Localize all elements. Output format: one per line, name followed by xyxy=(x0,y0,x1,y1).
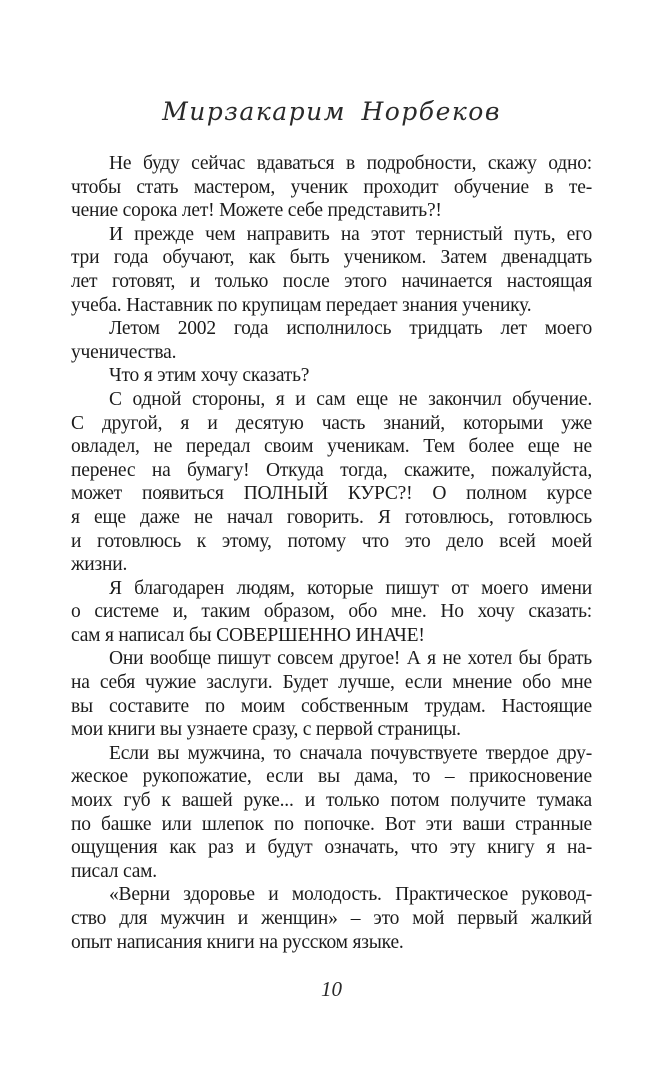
paragraph xyxy=(71,742,592,884)
paragraph xyxy=(71,647,592,741)
text-line: может появиться ПОЛНЫЙ КУРС?! О полном курсе xyxy=(71,483,592,505)
text-line: моих губ к вашей руке... и только потом получите тумака xyxy=(71,790,592,812)
text-line: и готовлюсь к этому, потому что это дело всей моей xyxy=(71,530,592,552)
page-number: 10 xyxy=(321,977,342,1001)
text-line: мои книги вы узнаете сразу, с первой страницы. xyxy=(71,719,461,741)
text-line: жизни. xyxy=(71,554,128,576)
paragraph xyxy=(71,883,592,954)
text-line: опыт написания книги на русском языке. xyxy=(71,931,404,953)
text-line: Я благодарен людям, которые пишут от моего имени xyxy=(109,577,592,599)
text-line: писал сам. xyxy=(71,860,157,882)
paragraph xyxy=(71,577,592,648)
text-line: учеба. Наставник по крупицам передает знания ученику. xyxy=(71,294,532,316)
paragraph xyxy=(71,364,592,388)
text-line: Если вы мужчина, то сначала почувствуете твердое дру- xyxy=(109,742,592,764)
text-line: Что я этим хочу сказать? xyxy=(109,365,310,387)
paragraph xyxy=(71,388,592,577)
text-line: С одной стороны, я и сам еще не закончил обучение. xyxy=(109,388,592,410)
paragraph xyxy=(71,223,592,317)
text-line: ство для мужчин и женщин» – это мой первый жалкий xyxy=(71,908,592,929)
text-line: вы составите по моим собственным трудам. Настоящие xyxy=(71,695,592,717)
paragraph xyxy=(71,317,592,364)
text-line: лет готовят, и только после этого начинается настоящая xyxy=(71,270,592,292)
page-text xyxy=(71,152,592,954)
text-line: чение сорока лет! Можете себе представить?! xyxy=(71,200,442,222)
text-line: И прежде чем направить на этот тернистый путь, его xyxy=(109,223,592,245)
text-line: сам я написал бы СОВЕРШЕННО ИНАЧЕ! xyxy=(71,624,425,646)
text-line: на себя чужие заслуги. Будет лучше, если мнение обо мне xyxy=(71,672,592,694)
text-line: я еще даже не начал говорить. Я готовлюсь, готовлюсь xyxy=(71,506,592,528)
paragraph xyxy=(71,152,592,223)
text-line: ощущения как раз и будут означать, что эту книгу я на- xyxy=(71,837,592,859)
text-line: «Верни здоровье и молодость. Практическое руковод- xyxy=(109,884,592,906)
text-line: три года обучают, как быть учеником. Затем двенадцать xyxy=(71,247,592,269)
text-line: Они вообще пишут совсем другое! А я не хотел бы брать xyxy=(109,648,592,670)
text-line: С другой, я и десятую часть знаний, которыми уже xyxy=(71,412,592,434)
text-line: жеское рукопожатие, если вы дама, то – прикосновение xyxy=(71,766,592,788)
author-header: Мирзакарим Норбеков xyxy=(162,97,501,126)
text-line: о системе и, таким образом, обо мне. Но хочу сказать: xyxy=(71,601,592,623)
text-line: Не буду сейчас вдаваться в подробности, скажу одно: xyxy=(109,153,592,174)
text-line: по башке или шлепок по попочке. Вот эти ваши странные xyxy=(71,813,592,835)
text-line: перенес на бумагу! Откуда тогда, скажите, пожалуйста, xyxy=(71,459,592,481)
text-line: овладел, не передал своим ученикам. Тем более еще не xyxy=(71,436,592,458)
text-line: ученичества. xyxy=(71,341,177,363)
text-line: чтобы стать мастером, ученик проходит обучение в те- xyxy=(71,176,592,198)
text-line: Летом 2002 года исполнилось тридцать лет моего xyxy=(109,318,592,340)
